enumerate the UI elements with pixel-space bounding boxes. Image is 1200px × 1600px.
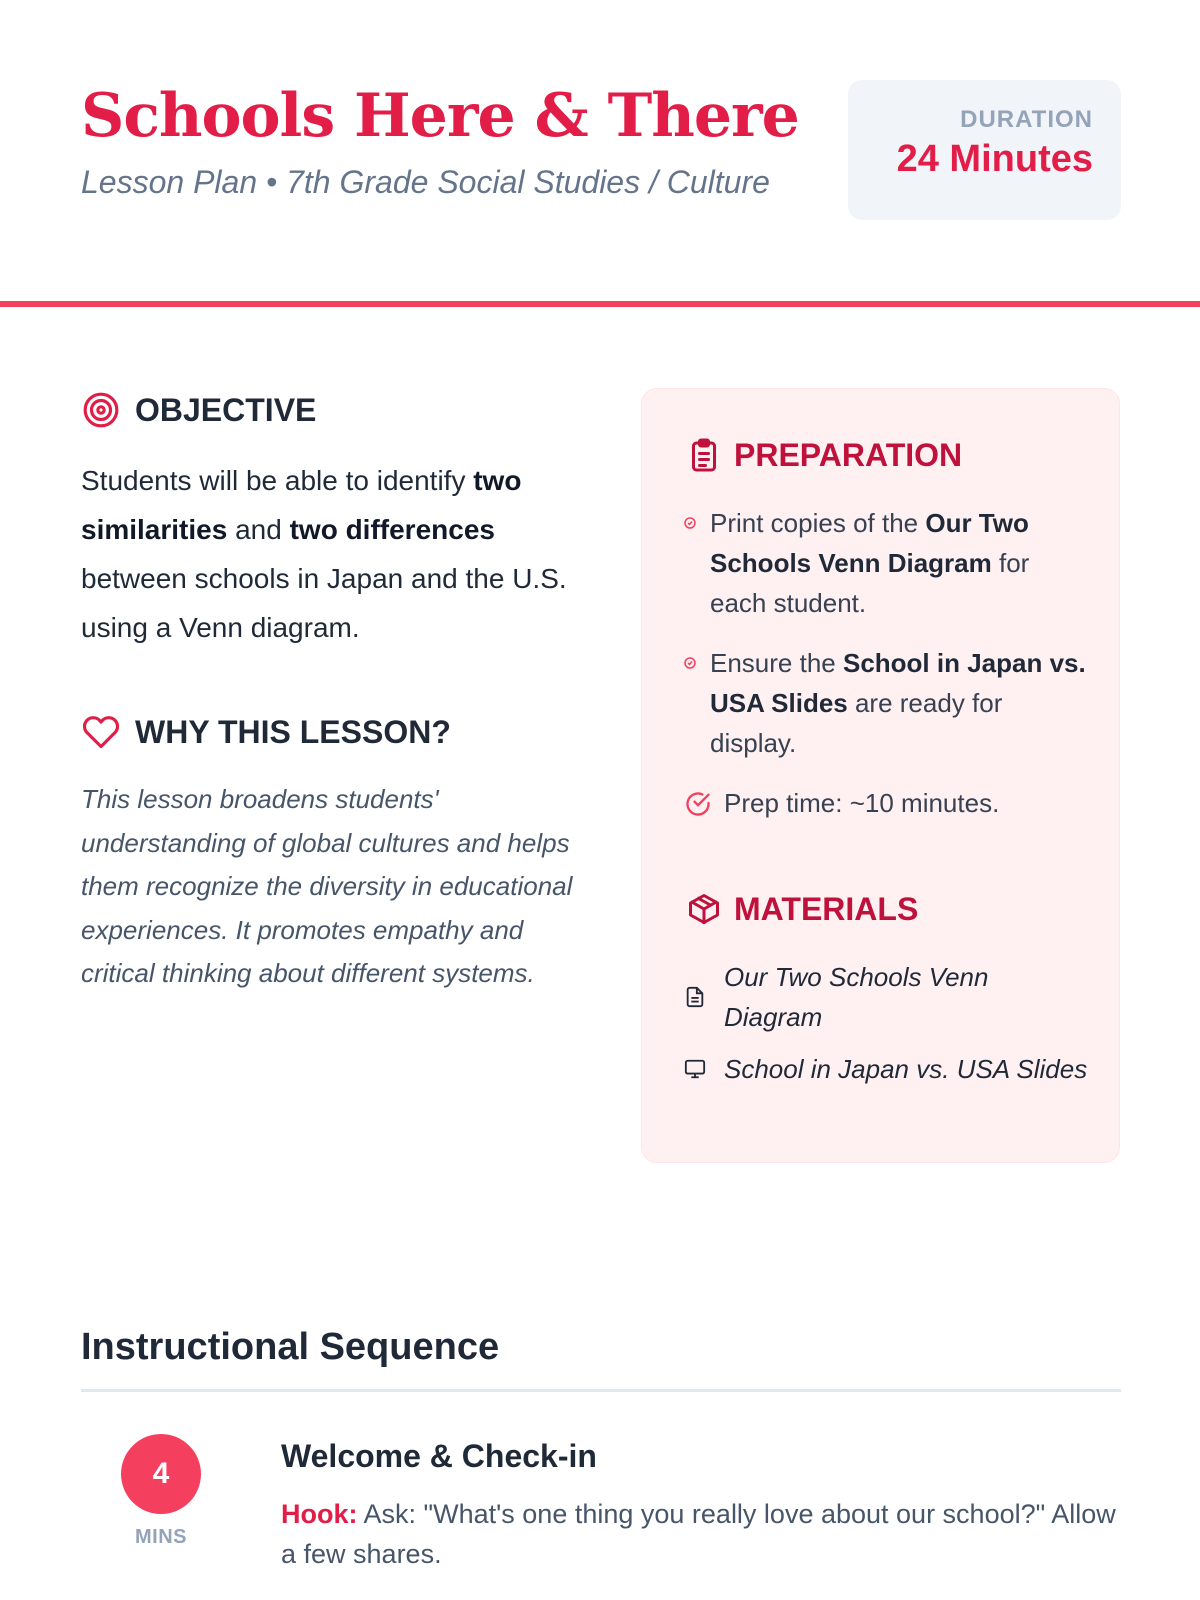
hook-label: Hook: — [281, 1499, 358, 1529]
document-icon — [684, 986, 724, 1008]
list-item — [684, 1049, 1089, 1089]
list-item — [684, 643, 1089, 763]
small-check-icon — [684, 503, 710, 529]
lesson-subtitle: Lesson Plan • 7th Grade Social Studies / Culture — [81, 164, 770, 200]
check-circle-icon — [684, 783, 724, 829]
prep-time-item — [684, 783, 1089, 829]
prep-item-text: Print copies of the Our Two Schools Venn Diagram for each student. — [710, 508, 1030, 618]
objective-emphasis-similarities: two similarities — [81, 465, 522, 545]
duration-value: 24 Minutes — [896, 138, 1093, 180]
small-check-icon — [684, 643, 710, 669]
material-label: School in Japan vs. USA Slides — [724, 1054, 1088, 1084]
left-column — [81, 388, 581, 996]
lesson-header — [81, 80, 1121, 220]
list-item — [684, 957, 1089, 1037]
preparation-heading — [684, 433, 1089, 477]
step-minutes-badge: 4 — [121, 1434, 201, 1514]
heart-icon — [81, 712, 121, 752]
lesson-title: Schools Here & There — [81, 81, 799, 151]
step-title: Welcome & Check-in — [281, 1438, 597, 1474]
material-label: Our Two Schools Venn Diagram — [724, 962, 989, 1032]
objective-heading — [81, 388, 581, 432]
preparation-heading-label: PREPARATION — [734, 436, 963, 473]
why-heading — [81, 710, 581, 754]
header-divider — [0, 301, 1200, 307]
objective-heading-label: OBJECTIVE — [135, 391, 317, 428]
sequence-divider — [81, 1389, 1121, 1392]
box-icon — [684, 889, 724, 929]
preparation-card — [641, 388, 1120, 1163]
step-description: Hook: Ask: "What's one thing you really love about our school?" Allow a few shares. — [281, 1499, 1116, 1569]
duration-label: DURATION — [960, 106, 1093, 133]
objective-emphasis-differences: two differences — [289, 514, 495, 545]
objective-text: Students will be able to identify two similarities and two differences between schools in Japan and the U.S. using a Venn diagram. — [81, 465, 567, 643]
monitor-icon — [684, 1058, 724, 1080]
duration-card — [848, 80, 1121, 220]
list-item — [684, 503, 1089, 623]
why-text: This lesson broadens students' understanding of global cultures and helps them recognize the diversity in educational experiences. It promotes empathy and critical thinking about different systems. — [81, 784, 573, 988]
materials-heading — [684, 887, 1089, 931]
step-minutes-unit: MINS — [135, 1526, 187, 1548]
prep-time-text: Prep time: ~10 minutes. — [724, 788, 1000, 818]
materials-list — [684, 957, 1089, 1089]
preparation-list — [684, 503, 1089, 829]
why-heading-label: WHY THIS LESSON? — [135, 713, 451, 750]
target-icon — [81, 390, 121, 430]
clipboard-icon — [684, 435, 724, 475]
prep-item-text: Ensure the School in Japan vs. USA Slides are ready for display. — [710, 648, 1086, 758]
materials-heading-label: MATERIALS — [734, 890, 919, 927]
sequence-heading: Instructional Sequence — [81, 1326, 500, 1368]
